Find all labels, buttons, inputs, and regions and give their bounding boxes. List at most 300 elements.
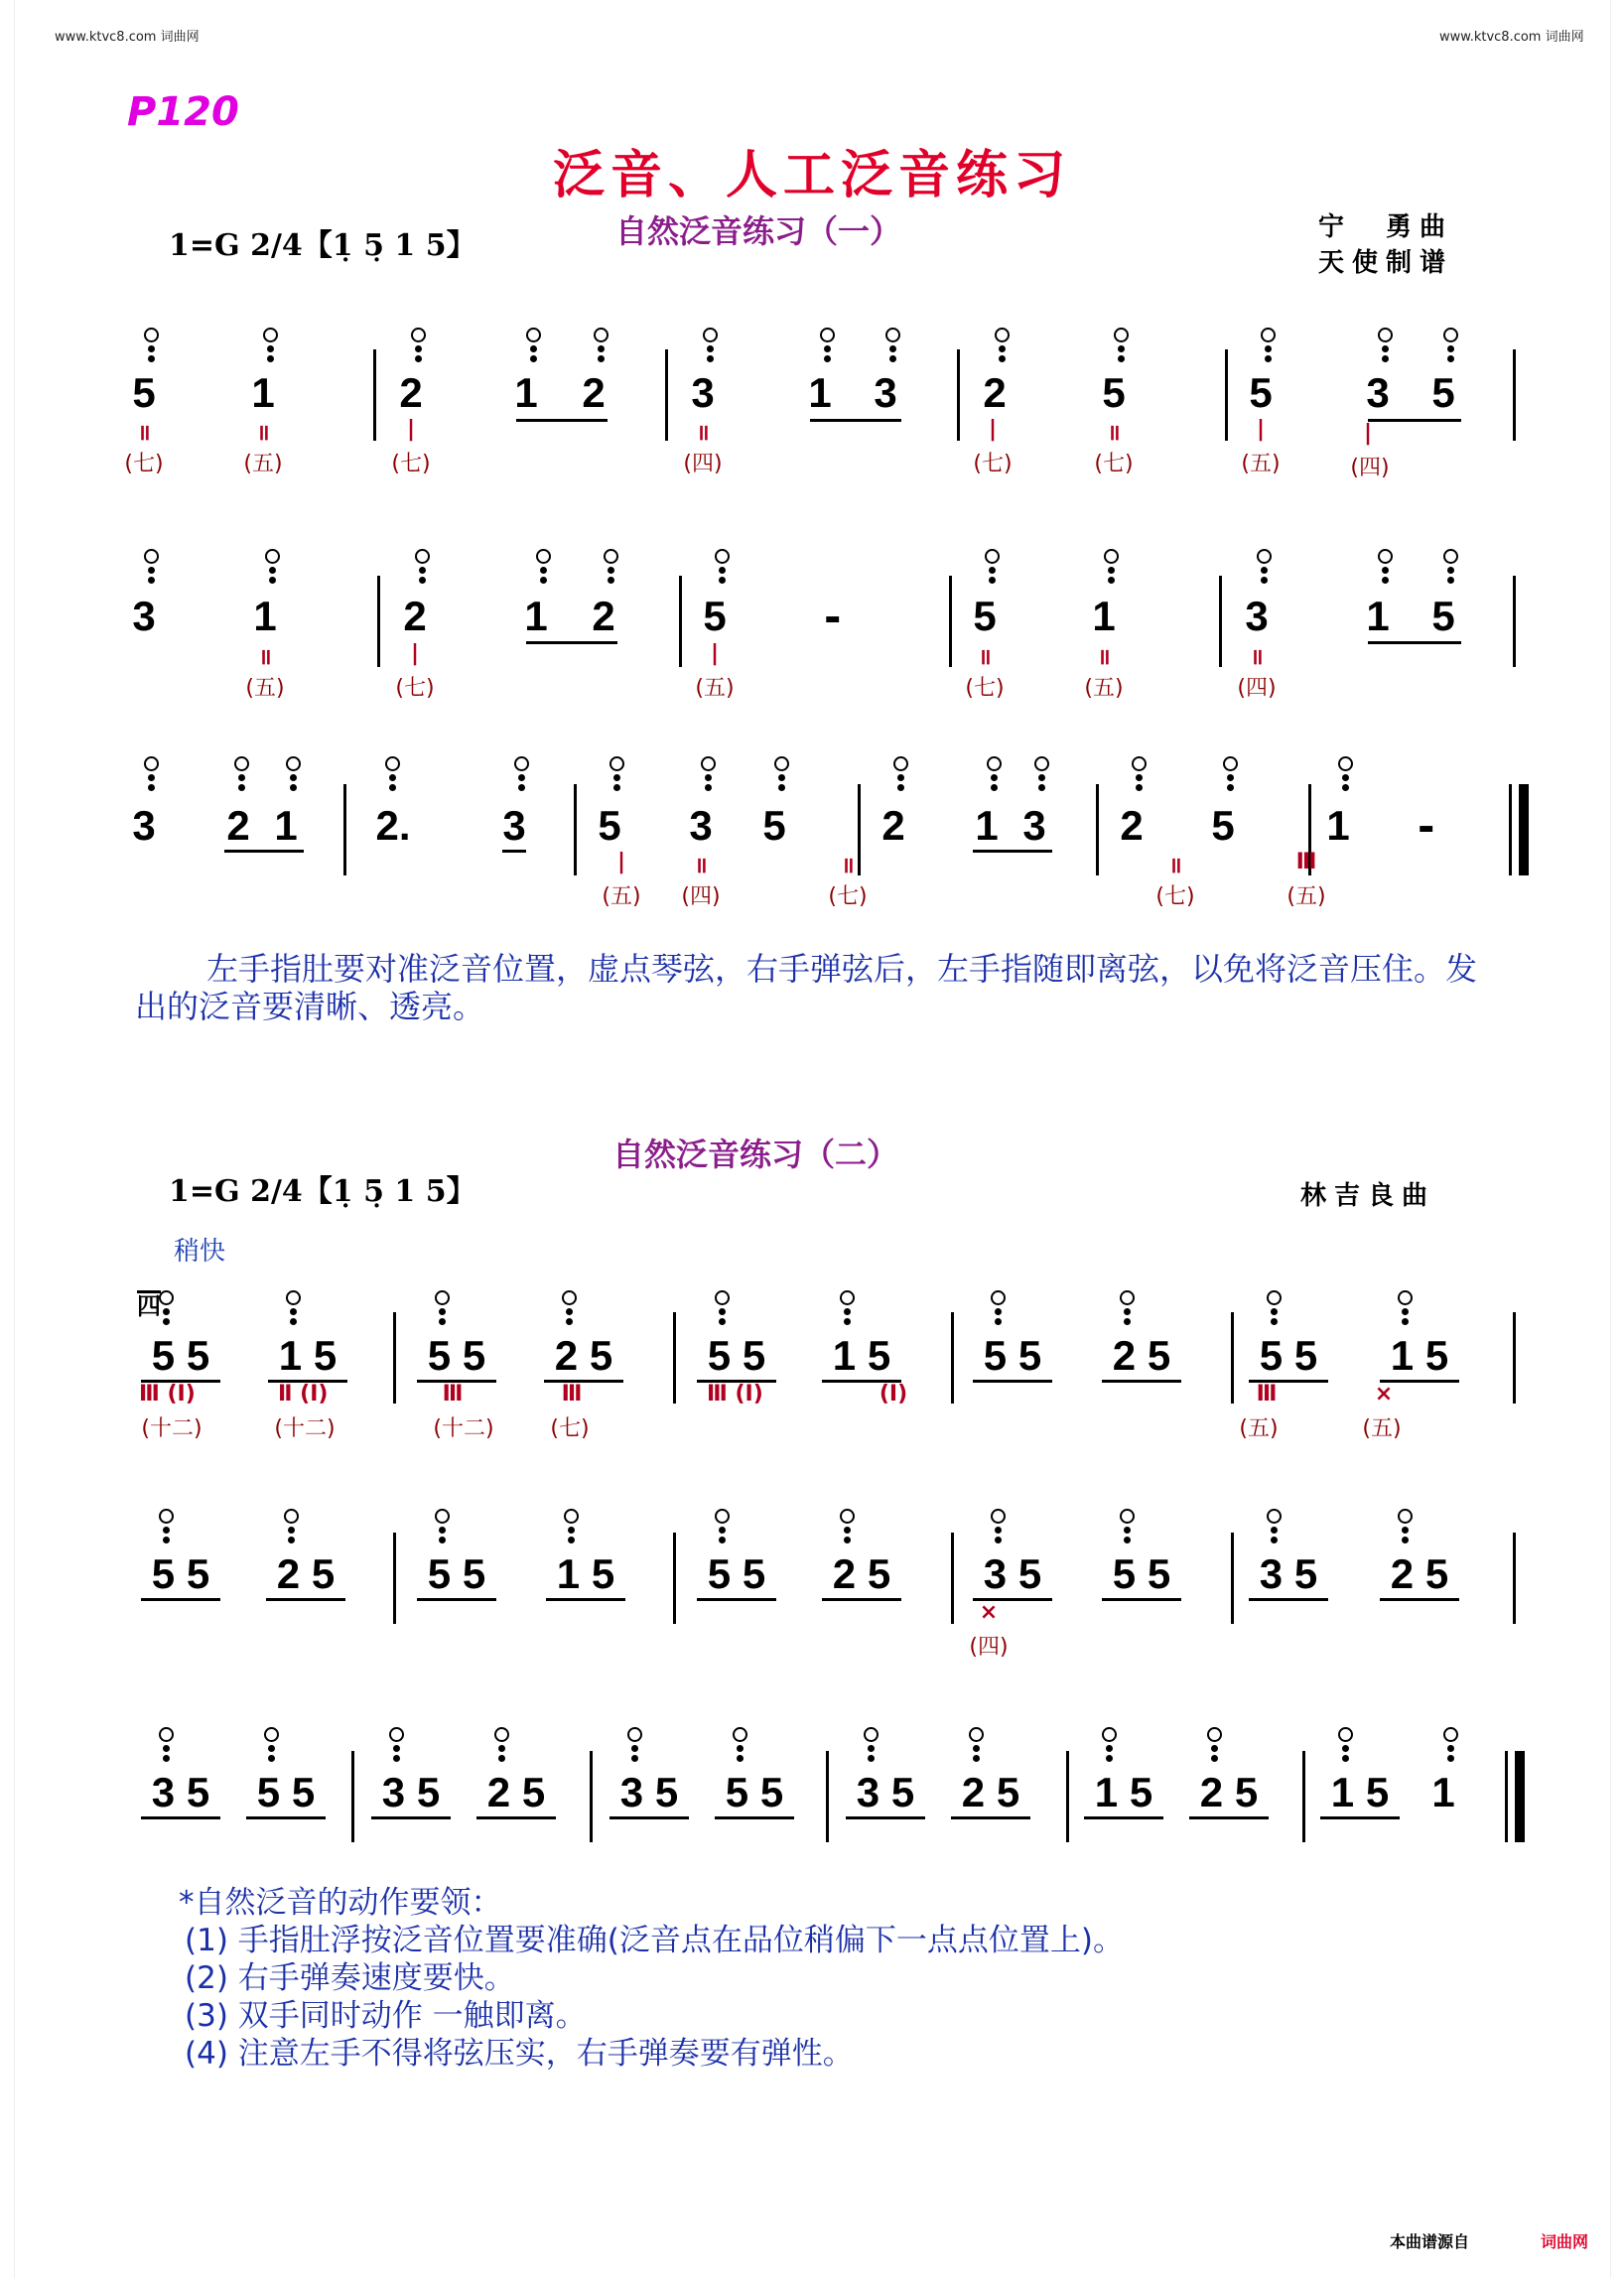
octave-dot (415, 345, 422, 352)
note: 2 (226, 802, 250, 849)
octave-dot (419, 577, 426, 584)
underline (973, 850, 1052, 853)
octave-dot (995, 1527, 1002, 1534)
octave-dot (1271, 1527, 1278, 1534)
octave-dot (439, 1318, 446, 1325)
position-mark: (十二) (274, 1416, 336, 1441)
octave-dot (613, 774, 620, 781)
octave-dot (1124, 1537, 1131, 1543)
octave-dot (1136, 774, 1143, 781)
bar-line (826, 1751, 829, 1842)
right-margin-strip (1610, 0, 1624, 2278)
octave-dot (1447, 1755, 1454, 1762)
underline (526, 641, 617, 644)
octave-dot (707, 345, 714, 352)
note: 2 (881, 802, 905, 849)
harmonic-circle (536, 549, 551, 564)
harmonic-circle (562, 1290, 577, 1305)
bar-line (957, 349, 960, 441)
string-mark: | (1256, 417, 1266, 442)
bar-line (351, 1751, 354, 1842)
harmonic-circle (263, 328, 278, 342)
note-pair: 1 5 (278, 1332, 338, 1379)
harmonic-circle (1223, 756, 1238, 771)
underline (246, 1816, 326, 1819)
octave-dot (290, 784, 297, 791)
octave-dot (973, 1755, 980, 1762)
underline (1102, 1380, 1181, 1383)
octave-dot (608, 567, 614, 574)
harmonic-circle (286, 1290, 301, 1305)
octave-dot (824, 355, 831, 362)
octave-dot (1261, 567, 1268, 574)
harmonic-circle (389, 1727, 404, 1742)
note: 5 (1102, 369, 1126, 416)
octave-dot (598, 355, 605, 362)
note-pair: 5 5 (1112, 1550, 1171, 1597)
octave-dot (737, 1755, 744, 1762)
harmonic-circle (969, 1727, 984, 1742)
note: 3 (502, 802, 526, 849)
left-margin-strip (0, 0, 15, 2278)
harmonic-circle (893, 756, 908, 771)
string-mark: ॥ (256, 421, 270, 446)
octave-dot (393, 1755, 400, 1762)
harmonic-circle (609, 756, 624, 771)
underline (417, 1598, 496, 1601)
note: 5 (973, 593, 997, 639)
octave-dot (439, 1527, 446, 1534)
position-mark: (五) (1241, 452, 1281, 476)
string-mark: | (1363, 421, 1373, 446)
octave-dot (238, 784, 245, 791)
octave-dot (1382, 567, 1389, 574)
harmonic-circle (1378, 328, 1393, 342)
page-title: 泛音、人工泛音练习 (552, 145, 1071, 205)
dash: - (824, 593, 842, 641)
underline (822, 1598, 901, 1601)
octave-dot (844, 1527, 851, 1534)
octave-dot (530, 345, 537, 352)
octave-dot (1402, 1537, 1409, 1543)
octave-dot (148, 567, 155, 574)
note: 5 (1211, 802, 1235, 849)
octave-dot (268, 1755, 275, 1762)
harmonic-circle (514, 756, 529, 771)
octave-dot (518, 774, 525, 781)
note: 2 (403, 593, 427, 639)
note-pair: 3 5 (381, 1769, 441, 1815)
harmonic-circle (1443, 1727, 1458, 1742)
harmonic-circle (411, 328, 426, 342)
harmonic-circle (286, 756, 301, 771)
octave-dot (598, 345, 605, 352)
harmonic-circle (1267, 1290, 1282, 1305)
octave-dot (163, 1537, 170, 1543)
note-pair: 5 5 (707, 1332, 766, 1379)
note: 5 (1249, 369, 1273, 416)
dash: - (1418, 802, 1435, 851)
note-pair: 2 5 (276, 1550, 336, 1597)
string-mark: Ⅲ (Ⅰ) (139, 1382, 196, 1407)
octave-dot (540, 577, 547, 584)
header-left: www.ktvc8.com 词曲网 (55, 30, 200, 45)
harmonic-circle (1443, 328, 1458, 342)
note-pair: 1 5 (1094, 1769, 1153, 1815)
octave-dot (530, 355, 537, 362)
position-mark: (七) (965, 676, 1005, 701)
octave-dot (1447, 345, 1454, 352)
bar-line (343, 784, 346, 875)
harmonic-circle (1338, 756, 1353, 771)
note-pair: 2 5 (1112, 1332, 1171, 1379)
octave-dot (989, 577, 996, 584)
harmonic-circle (284, 1509, 299, 1524)
harmonic-circle (627, 1727, 642, 1742)
note: 5 (598, 802, 621, 849)
final-bar-thin (1509, 784, 1512, 875)
finger-mark: 四 (137, 1292, 161, 1320)
note-pair: 3 5 (151, 1769, 210, 1815)
underline (1249, 1598, 1328, 1601)
octave-dot (439, 1537, 446, 1543)
harmonic-circle (1261, 328, 1276, 342)
note: 2 (1120, 802, 1144, 849)
octave-dot (1211, 1755, 1218, 1762)
bar-line (1513, 349, 1516, 441)
position-mark: (七) (828, 884, 868, 909)
position-mark: (四) (969, 1635, 1009, 1660)
octave-dot (1271, 1537, 1278, 1543)
octave-dot (999, 345, 1006, 352)
note-pair: 2 5 (1390, 1550, 1449, 1597)
harmonic-circle (1257, 549, 1272, 564)
note-pair: 1 5 (556, 1550, 615, 1597)
section1-key: 1=G 2/4【1̣ 5̣ 1 5】 (169, 228, 476, 263)
note: 5 (132, 369, 156, 416)
bar-line (951, 1312, 954, 1404)
bar-line (393, 1312, 396, 1404)
octave-dot (1124, 1308, 1131, 1315)
note: 1 (975, 802, 999, 849)
harmonic-circle (385, 756, 400, 771)
position-mark: (五) (243, 452, 283, 476)
position-mark: (五) (695, 676, 735, 701)
harmonic-circle (1104, 549, 1119, 564)
note-pair: 5 5 (983, 1332, 1042, 1379)
octave-dot (1342, 774, 1349, 781)
octave-dot (498, 1745, 505, 1752)
harmonic-circle (1207, 1727, 1222, 1742)
note: 2 (399, 369, 423, 416)
string-mark: ॥ (258, 645, 272, 670)
position-mark: (七) (391, 452, 431, 476)
bar-line (1225, 349, 1228, 441)
position-mark: (四) (1237, 676, 1277, 701)
octave-dot (705, 784, 712, 791)
footer-site-link[interactable]: 词曲网 (1541, 2232, 1589, 2251)
section1-composer: 宁 勇曲 (1318, 212, 1454, 242)
string-mark: Ⅲ (442, 1382, 464, 1407)
octave-dot (393, 1745, 400, 1752)
octave-dot (419, 567, 426, 574)
note-pair: 2 5 (832, 1550, 891, 1597)
octave-dot (163, 1527, 170, 1534)
harmonic-circle (494, 1727, 509, 1742)
string-mark: × (1374, 1382, 1394, 1407)
octave-dot (518, 784, 525, 791)
octave-dot (290, 1308, 297, 1315)
underline (476, 1816, 556, 1819)
octave-dot (148, 355, 155, 362)
harmonic-circle (885, 328, 900, 342)
underline (697, 1598, 776, 1601)
position-mark: (五) (602, 884, 641, 909)
harmonic-circle (604, 549, 618, 564)
string-mark: ॥ (1107, 421, 1121, 446)
octave-dot (631, 1755, 638, 1762)
position-mark: (四) (683, 452, 723, 476)
octave-dot (844, 1537, 851, 1543)
bar-line (1513, 1533, 1516, 1624)
octave-dot (1108, 567, 1115, 574)
note: 1 (253, 593, 277, 639)
bar-line (1513, 576, 1516, 667)
octave-dot (1271, 1318, 1278, 1325)
underline (141, 1816, 220, 1819)
string-mark: ॥ (137, 421, 151, 446)
note-pair: 5 5 (151, 1550, 210, 1597)
underline (1380, 1598, 1459, 1601)
underline (1102, 1598, 1181, 1601)
position-mark: (五) (1362, 1416, 1402, 1441)
harmonic-circle (526, 328, 541, 342)
note: 2 (582, 369, 606, 416)
underline (1189, 1816, 1269, 1819)
tempo-marking: 稍快 (174, 1237, 226, 1267)
octave-dot (991, 784, 998, 791)
note: 3 (691, 369, 715, 416)
note: 2 (983, 369, 1007, 416)
underline (1320, 1816, 1400, 1819)
note: 1 (1092, 593, 1116, 639)
harmonic-circle (864, 1727, 879, 1742)
underline (502, 850, 526, 853)
note-pair: 5 5 (725, 1769, 784, 1815)
harmonic-circle (991, 1290, 1006, 1305)
octave-dot (238, 774, 245, 781)
octave-dot (719, 567, 726, 574)
bar-line (1231, 1533, 1234, 1624)
octave-dot (163, 1318, 170, 1325)
string-mark: Ⅱ (Ⅰ) (278, 1382, 329, 1407)
note: 1 (524, 593, 548, 639)
position-mark: (七) (1094, 452, 1134, 476)
octave-dot (1271, 1308, 1278, 1315)
octave-dot (1227, 774, 1234, 781)
position-mark: (七) (550, 1416, 590, 1441)
note: 3 (132, 593, 156, 639)
bar-line (951, 1533, 954, 1624)
underline (546, 1598, 625, 1601)
octave-dot (288, 1537, 295, 1543)
string-mark: | (410, 641, 420, 666)
underline (973, 1380, 1052, 1383)
note-pair: 5 5 (256, 1769, 316, 1815)
note: 1 (274, 802, 298, 849)
harmonic-circle (594, 328, 609, 342)
harmonic-circle (1443, 549, 1458, 564)
octave-dot (608, 577, 614, 584)
octave-dot (897, 774, 904, 781)
section1-subtitle: 自然泛音练习（一） (615, 212, 902, 250)
harmonic-circle (159, 1290, 174, 1305)
position-mark: (七) (395, 676, 435, 701)
bar-line (1231, 1312, 1234, 1404)
underline (846, 1816, 925, 1819)
octave-dot (868, 1745, 875, 1752)
note-pair: 5 5 (151, 1332, 210, 1379)
octave-dot (868, 1755, 875, 1762)
octave-dot (1265, 355, 1272, 362)
underline (371, 1816, 451, 1819)
octave-dot (267, 345, 274, 352)
note-pair: 3 5 (983, 1550, 1042, 1597)
octave-dot (148, 345, 155, 352)
octave-dot (705, 774, 712, 781)
string-mark: Ⅲ (Ⅰ) (707, 1382, 763, 1407)
string-mark: Ⅲ (561, 1382, 583, 1407)
octave-dot (540, 567, 547, 574)
octave-dot (991, 774, 998, 781)
bar-line (1096, 784, 1099, 875)
string-mark: ॥ (694, 854, 708, 878)
note: 3 (1022, 802, 1046, 849)
harmonic-circle (144, 549, 159, 564)
octave-dot (719, 1527, 726, 1534)
position-mark: (十二) (433, 1416, 494, 1441)
note-pair: 1 5 (1390, 1332, 1449, 1379)
harmonic-circle (985, 549, 1000, 564)
harmonic-circle (995, 328, 1010, 342)
harmonic-circle (1102, 1727, 1117, 1742)
octave-dot (989, 567, 996, 574)
octave-dot (269, 577, 276, 584)
note: 5 (1431, 369, 1455, 416)
section2-key: 1=G 2/4【1̣ 5̣ 1 5】 (169, 1174, 476, 1209)
octave-dot (290, 1318, 297, 1325)
octave-dot (1211, 1745, 1218, 1752)
octave-dot (566, 1318, 573, 1325)
string-mark: × (979, 1600, 999, 1625)
tips-item: (4) 注意左手不得将弦压实，右手弹奏要有弹性。 (185, 2036, 854, 2072)
octave-dot (1038, 774, 1045, 781)
octave-dot (631, 1745, 638, 1752)
note-pair: 3 5 (619, 1769, 679, 1815)
string-mark: | (616, 850, 626, 874)
octave-dot (268, 1745, 275, 1752)
octave-dot (1402, 1308, 1409, 1315)
position-mark: (四) (681, 884, 721, 909)
octave-dot (148, 774, 155, 781)
string-mark: ॥ (1097, 645, 1111, 670)
note: 1 (1431, 1769, 1455, 1815)
note: 1 (514, 369, 538, 416)
note-pair: 5 5 (427, 1550, 486, 1597)
footer-source: 本曲谱源自 (1390, 2232, 1470, 2251)
octave-dot (897, 784, 904, 791)
octave-dot (439, 1308, 446, 1315)
octave-dot (995, 1318, 1002, 1325)
octave-dot (889, 345, 896, 352)
harmonic-circle (840, 1290, 855, 1305)
octave-dot (889, 355, 896, 362)
harmonic-circle (774, 756, 789, 771)
harmonic-circle (1114, 328, 1129, 342)
octave-dot (163, 1745, 170, 1752)
position-mark: (十二) (141, 1416, 203, 1441)
note: 1 (808, 369, 832, 416)
octave-dot (267, 355, 274, 362)
octave-dot (719, 1537, 726, 1543)
octave-dot (973, 1745, 980, 1752)
octave-dot (1118, 355, 1125, 362)
octave-dot (719, 1308, 726, 1315)
harmonic-circle (715, 549, 730, 564)
octave-dot (1038, 784, 1045, 791)
harmonic-circle (1398, 1509, 1413, 1524)
octave-dot (163, 1308, 170, 1315)
octave-dot (1382, 577, 1389, 584)
bar-line (1513, 1312, 1516, 1404)
string-mark: ॥ (978, 645, 992, 670)
note: 3 (689, 802, 713, 849)
octave-dot (1382, 345, 1389, 352)
octave-dot (1124, 1527, 1131, 1534)
underline (141, 1598, 220, 1601)
bar-line (373, 349, 376, 441)
octave-dot (1124, 1318, 1131, 1325)
underline (224, 850, 304, 853)
section2-subtitle: 自然泛音练习（二） (612, 1136, 899, 1173)
string-mark: | (710, 641, 720, 666)
harmonic-circle (1120, 1290, 1135, 1305)
harmonic-circle (1378, 549, 1393, 564)
octave-dot (719, 1318, 726, 1325)
position-mark: (五) (1239, 1416, 1279, 1441)
octave-dot (288, 1527, 295, 1534)
note: 3 (1366, 369, 1390, 416)
octave-dot (613, 784, 620, 791)
harmonic-circle (159, 1727, 174, 1742)
octave-dot (1402, 1527, 1409, 1534)
octave-dot (148, 784, 155, 791)
octave-dot (389, 784, 396, 791)
harmonic-circle (415, 549, 430, 564)
string-mark: ॥ (841, 854, 855, 878)
harmonic-circle (234, 756, 249, 771)
header-right: www.ktvc8.com 词曲网 (1439, 30, 1584, 45)
harmonic-circle (1338, 1727, 1353, 1742)
octave-dot (498, 1755, 505, 1762)
harmonic-circle (733, 1727, 747, 1742)
octave-dot (844, 1318, 851, 1325)
octave-dot (719, 577, 726, 584)
octave-dot (148, 577, 155, 584)
octave-dot (844, 1308, 851, 1315)
tips-item: (1) 手指肚浮按泛音位置要准确(泛音点在品位稍偏下一点点位置上)。 (185, 1923, 1124, 1958)
octave-dot (1261, 577, 1268, 584)
